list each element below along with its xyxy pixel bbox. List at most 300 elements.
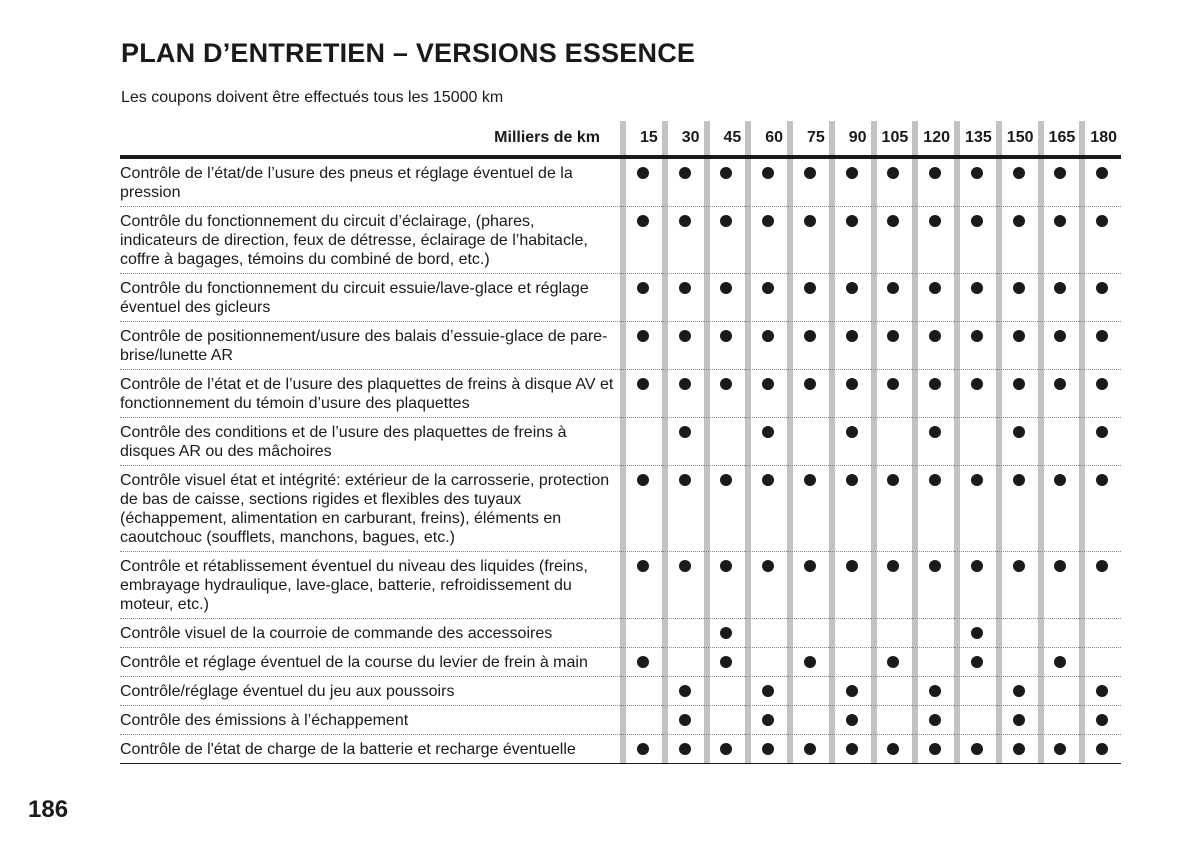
interval-cell bbox=[662, 706, 704, 735]
bullet-icon bbox=[971, 378, 983, 390]
bullet-icon bbox=[1054, 282, 1066, 294]
table-row bbox=[120, 466, 1121, 552]
interval-cell bbox=[662, 274, 704, 322]
bullet-icon bbox=[720, 282, 732, 294]
interval-cell bbox=[829, 207, 871, 274]
interval-cell bbox=[954, 677, 996, 706]
interval-cell bbox=[787, 619, 829, 648]
interval-cell bbox=[829, 648, 871, 677]
table-row bbox=[120, 274, 1121, 322]
bullet-icon bbox=[887, 656, 899, 668]
interval-cell bbox=[1079, 322, 1121, 370]
bullet-icon bbox=[762, 330, 774, 342]
interval-cell bbox=[662, 677, 704, 706]
interval-cell bbox=[745, 418, 787, 466]
interval-cell bbox=[829, 552, 871, 619]
interval-cell bbox=[1079, 648, 1121, 677]
bullet-icon bbox=[637, 167, 649, 179]
interval-cell bbox=[871, 648, 913, 677]
bullet-icon bbox=[971, 656, 983, 668]
bullet-icon bbox=[720, 215, 732, 227]
bullet-icon bbox=[887, 215, 899, 227]
interval-cell bbox=[1038, 552, 1080, 619]
interval-cell bbox=[954, 370, 996, 418]
bullet-icon bbox=[1013, 215, 1025, 227]
table-row bbox=[120, 418, 1121, 466]
bullet-icon bbox=[637, 560, 649, 572]
table-row bbox=[120, 370, 1121, 418]
table-row bbox=[120, 735, 1121, 764]
bullet-icon bbox=[804, 656, 816, 668]
km-column-header: 30 bbox=[662, 121, 704, 159]
bullet-icon bbox=[804, 474, 816, 486]
interval-cell bbox=[871, 418, 913, 466]
km-column-header: 165 bbox=[1038, 121, 1080, 159]
km-column-header: 90 bbox=[829, 121, 871, 159]
interval-cell bbox=[704, 159, 746, 207]
interval-cell bbox=[871, 735, 913, 764]
interval-cell bbox=[829, 677, 871, 706]
task-label: Contrôle de l’état et de l’usure des plaquettes de freins à disque AV et fonctionnement du témoin d’usure des plaquettes bbox=[120, 370, 620, 418]
interval-cell bbox=[954, 207, 996, 274]
interval-cell bbox=[912, 418, 954, 466]
interval-cell bbox=[954, 706, 996, 735]
interval-cell bbox=[704, 207, 746, 274]
interval-cell bbox=[704, 735, 746, 764]
interval-cell bbox=[996, 466, 1038, 552]
interval-cell bbox=[662, 159, 704, 207]
bullet-icon bbox=[887, 330, 899, 342]
bullet-icon bbox=[637, 743, 649, 755]
bullet-icon bbox=[762, 743, 774, 755]
bullet-icon bbox=[804, 167, 816, 179]
bullet-icon bbox=[637, 656, 649, 668]
bullet-icon bbox=[1096, 743, 1108, 755]
bullet-icon bbox=[929, 743, 941, 755]
bullet-icon bbox=[637, 215, 649, 227]
interval-cell bbox=[912, 552, 954, 619]
bullet-icon bbox=[1096, 215, 1108, 227]
interval-cell bbox=[745, 466, 787, 552]
interval-cell bbox=[996, 735, 1038, 764]
km-column-header: 60 bbox=[745, 121, 787, 159]
interval-cell bbox=[954, 466, 996, 552]
interval-cell bbox=[829, 159, 871, 207]
bullet-icon bbox=[971, 167, 983, 179]
bullet-icon bbox=[971, 330, 983, 342]
interval-cell bbox=[1079, 274, 1121, 322]
interval-cell bbox=[1038, 648, 1080, 677]
bullet-icon bbox=[637, 378, 649, 390]
bullet-icon bbox=[887, 282, 899, 294]
interval-cell bbox=[871, 552, 913, 619]
interval-cell bbox=[996, 207, 1038, 274]
interval-cell bbox=[1079, 552, 1121, 619]
interval-cell bbox=[787, 207, 829, 274]
interval-cell bbox=[787, 159, 829, 207]
interval-cell bbox=[829, 418, 871, 466]
interval-cell bbox=[871, 207, 913, 274]
bullet-icon bbox=[762, 167, 774, 179]
interval-cell bbox=[871, 322, 913, 370]
bullet-icon bbox=[720, 627, 732, 639]
interval-cell bbox=[871, 466, 913, 552]
interval-cell bbox=[704, 706, 746, 735]
interval-cell bbox=[662, 418, 704, 466]
bullet-icon bbox=[929, 560, 941, 572]
table-row bbox=[120, 619, 1121, 648]
interval-cell bbox=[662, 207, 704, 274]
interval-cell bbox=[829, 735, 871, 764]
task-label: Contrôle et réglage éventuel de la course du levier de frein à main bbox=[120, 648, 620, 677]
interval-cell bbox=[1038, 466, 1080, 552]
bullet-icon bbox=[720, 378, 732, 390]
bullet-icon bbox=[637, 330, 649, 342]
bullet-icon bbox=[887, 474, 899, 486]
bullet-icon bbox=[762, 282, 774, 294]
bullet-icon bbox=[1096, 167, 1108, 179]
interval-cell bbox=[1079, 418, 1121, 466]
interval-cell bbox=[662, 619, 704, 648]
interval-cell bbox=[954, 322, 996, 370]
bullet-icon bbox=[1096, 378, 1108, 390]
interval-cell bbox=[787, 735, 829, 764]
interval-cell bbox=[620, 735, 662, 764]
interval-cell bbox=[1079, 735, 1121, 764]
schedule-subtitle: Les coupons doivent être effectués tous les 15000 km bbox=[121, 89, 504, 106]
interval-cell bbox=[1079, 466, 1121, 552]
interval-cell bbox=[704, 322, 746, 370]
interval-cell bbox=[704, 370, 746, 418]
interval-cell bbox=[954, 735, 996, 764]
bullet-icon bbox=[971, 743, 983, 755]
bullet-icon bbox=[804, 330, 816, 342]
interval-cell bbox=[787, 418, 829, 466]
interval-cell bbox=[1079, 677, 1121, 706]
interval-cell bbox=[954, 274, 996, 322]
task-label: Contrôle visuel de la courroie de commande des accessoires bbox=[120, 619, 620, 648]
bullet-icon bbox=[720, 656, 732, 668]
interval-cell bbox=[745, 552, 787, 619]
bullet-icon bbox=[929, 426, 941, 438]
interval-cell bbox=[871, 159, 913, 207]
bullet-icon bbox=[929, 167, 941, 179]
interval-cell bbox=[662, 552, 704, 619]
bullet-icon bbox=[846, 685, 858, 697]
interval-cell bbox=[620, 619, 662, 648]
interval-cell bbox=[787, 274, 829, 322]
interval-cell bbox=[745, 322, 787, 370]
interval-cell bbox=[871, 274, 913, 322]
interval-cell bbox=[745, 619, 787, 648]
bullet-icon bbox=[679, 167, 691, 179]
task-label: Contrôle du fonctionnement du circuit d’éclairage, (phares, indicateurs de direction, feux de détresse, éclairage de l’habitacle, coffre à bagages, témoins du combiné de bord, etc.) bbox=[120, 207, 620, 274]
interval-cell bbox=[787, 677, 829, 706]
bullet-icon bbox=[1096, 474, 1108, 486]
bullet-icon bbox=[679, 714, 691, 726]
bullet-icon bbox=[1054, 656, 1066, 668]
interval-cell bbox=[829, 322, 871, 370]
interval-cell bbox=[996, 370, 1038, 418]
bullet-icon bbox=[887, 378, 899, 390]
interval-cell bbox=[620, 207, 662, 274]
bullet-icon bbox=[762, 714, 774, 726]
bullet-icon bbox=[887, 560, 899, 572]
table-row bbox=[120, 159, 1121, 207]
bullet-icon bbox=[679, 215, 691, 227]
bullet-icon bbox=[929, 474, 941, 486]
bullet-icon bbox=[804, 378, 816, 390]
interval-cell bbox=[620, 370, 662, 418]
bullet-icon bbox=[929, 714, 941, 726]
table-row bbox=[120, 322, 1121, 370]
interval-cell bbox=[787, 552, 829, 619]
bullet-icon bbox=[1054, 474, 1066, 486]
interval-cell bbox=[1038, 677, 1080, 706]
interval-cell bbox=[1079, 370, 1121, 418]
interval-cell bbox=[996, 274, 1038, 322]
interval-cell bbox=[704, 677, 746, 706]
bullet-icon bbox=[887, 167, 899, 179]
task-label: Contrôle/réglage éventuel du jeu aux poussoirs bbox=[120, 677, 620, 706]
bullet-icon bbox=[804, 215, 816, 227]
bullet-icon bbox=[1054, 560, 1066, 572]
km-column-header: 15 bbox=[620, 121, 662, 159]
interval-cell bbox=[745, 706, 787, 735]
bullet-icon bbox=[1096, 330, 1108, 342]
bullet-icon bbox=[971, 560, 983, 572]
bullet-icon bbox=[1013, 474, 1025, 486]
bullet-icon bbox=[1096, 426, 1108, 438]
bullet-icon bbox=[720, 474, 732, 486]
bullet-icon bbox=[804, 743, 816, 755]
interval-cell bbox=[620, 418, 662, 466]
bullet-icon bbox=[762, 378, 774, 390]
bullet-icon bbox=[846, 426, 858, 438]
bullet-icon bbox=[720, 743, 732, 755]
table-row bbox=[120, 706, 1121, 735]
km-column-header: 105 bbox=[871, 121, 913, 159]
interval-cell bbox=[829, 619, 871, 648]
interval-cell bbox=[704, 648, 746, 677]
interval-cell bbox=[996, 159, 1038, 207]
bullet-icon bbox=[846, 560, 858, 572]
task-label: Contrôle visuel état et intégrité: extérieur de la carrosserie, protection de bas de caisse, sections rigides et flexibles des tuyaux (échappement, alimentation en carburant, freins), éléments en caoutchouc (soufflets, manchons, bagues, etc.) bbox=[120, 466, 620, 552]
interval-cell bbox=[787, 706, 829, 735]
interval-cell bbox=[954, 648, 996, 677]
interval-cell bbox=[620, 466, 662, 552]
interval-cell bbox=[912, 159, 954, 207]
interval-cell bbox=[662, 370, 704, 418]
interval-cell bbox=[1038, 735, 1080, 764]
bullet-icon bbox=[1013, 282, 1025, 294]
interval-cell bbox=[871, 370, 913, 418]
task-label: Contrôle du fonctionnement du circuit essuie/lave-glace et réglage éventuel des gicleurs bbox=[120, 274, 620, 322]
bullet-icon bbox=[637, 282, 649, 294]
bullet-icon bbox=[929, 215, 941, 227]
interval-cell bbox=[704, 418, 746, 466]
interval-cell bbox=[620, 274, 662, 322]
interval-cell bbox=[787, 322, 829, 370]
bullet-icon bbox=[929, 685, 941, 697]
bullet-icon bbox=[846, 330, 858, 342]
bullet-icon bbox=[1054, 378, 1066, 390]
interval-cell bbox=[996, 552, 1038, 619]
table-row bbox=[120, 207, 1121, 274]
bullet-icon bbox=[1013, 560, 1025, 572]
bullet-icon bbox=[679, 282, 691, 294]
km-column-header: 180 bbox=[1079, 121, 1121, 159]
bullet-icon bbox=[1054, 743, 1066, 755]
interval-cell bbox=[745, 370, 787, 418]
interval-cell bbox=[829, 274, 871, 322]
interval-cell bbox=[620, 648, 662, 677]
table-row bbox=[120, 648, 1121, 677]
interval-cell bbox=[996, 418, 1038, 466]
table-body bbox=[120, 159, 1121, 764]
bullet-icon bbox=[846, 215, 858, 227]
bullet-icon bbox=[929, 378, 941, 390]
bullet-icon bbox=[1054, 167, 1066, 179]
task-label: Contrôle et rétablissement éventuel du niveau des liquides (freins, embrayage hydraulique, lave-glace, batterie, refroidissement du moteur, etc.) bbox=[120, 552, 620, 619]
interval-cell bbox=[829, 706, 871, 735]
interval-cell bbox=[704, 619, 746, 648]
interval-cell bbox=[620, 706, 662, 735]
interval-cell bbox=[745, 207, 787, 274]
interval-cell bbox=[954, 159, 996, 207]
interval-cell bbox=[704, 552, 746, 619]
task-label: Contrôle de l'état de charge de la batterie et recharge éventuelle bbox=[120, 735, 620, 764]
bullet-icon bbox=[846, 167, 858, 179]
bullet-icon bbox=[804, 282, 816, 294]
interval-cell bbox=[954, 619, 996, 648]
bullet-icon bbox=[762, 426, 774, 438]
interval-cell bbox=[829, 466, 871, 552]
km-column-header: 120 bbox=[912, 121, 954, 159]
bullet-icon bbox=[846, 743, 858, 755]
bullet-icon bbox=[1096, 560, 1108, 572]
interval-cell bbox=[1079, 207, 1121, 274]
interval-cell bbox=[745, 677, 787, 706]
bullet-icon bbox=[1013, 426, 1025, 438]
interval-cell bbox=[1038, 274, 1080, 322]
bullet-icon bbox=[679, 560, 691, 572]
interval-cell bbox=[620, 159, 662, 207]
bullet-icon bbox=[1013, 378, 1025, 390]
bullet-icon bbox=[1096, 282, 1108, 294]
interval-cell bbox=[912, 677, 954, 706]
table-header-row bbox=[120, 121, 1121, 159]
interval-cell bbox=[1079, 159, 1121, 207]
bullet-icon bbox=[1096, 714, 1108, 726]
table-row bbox=[120, 552, 1121, 619]
interval-cell bbox=[954, 418, 996, 466]
interval-cell bbox=[662, 735, 704, 764]
km-column-header: 75 bbox=[787, 121, 829, 159]
bullet-icon bbox=[846, 282, 858, 294]
interval-cell bbox=[745, 735, 787, 764]
interval-cell bbox=[1038, 207, 1080, 274]
bullet-icon bbox=[1096, 685, 1108, 697]
bullet-icon bbox=[971, 282, 983, 294]
bullet-icon bbox=[762, 474, 774, 486]
interval-cell bbox=[662, 322, 704, 370]
bullet-icon bbox=[846, 714, 858, 726]
interval-cell bbox=[745, 274, 787, 322]
interval-cell bbox=[871, 619, 913, 648]
bullet-icon bbox=[679, 685, 691, 697]
bullet-icon bbox=[1054, 215, 1066, 227]
bullet-icon bbox=[971, 474, 983, 486]
bullet-icon bbox=[679, 426, 691, 438]
interval-cell bbox=[996, 648, 1038, 677]
interval-cell bbox=[912, 370, 954, 418]
interval-cell bbox=[996, 677, 1038, 706]
interval-cell bbox=[912, 706, 954, 735]
maintenance-schedule-table bbox=[120, 121, 1121, 764]
bullet-icon bbox=[1013, 330, 1025, 342]
bullet-icon bbox=[1013, 167, 1025, 179]
interval-cell bbox=[1079, 619, 1121, 648]
interval-cell bbox=[871, 706, 913, 735]
bullet-icon bbox=[679, 378, 691, 390]
interval-cell bbox=[996, 619, 1038, 648]
interval-cell bbox=[912, 207, 954, 274]
interval-cell bbox=[912, 735, 954, 764]
task-label: Contrôle des émissions à l’échappement bbox=[120, 706, 620, 735]
task-label: Contrôle de positionnement/usure des balais d’essuie-glace de pare-brise/lunette AR bbox=[120, 322, 620, 370]
interval-cell bbox=[996, 706, 1038, 735]
bullet-icon bbox=[971, 215, 983, 227]
interval-cell bbox=[1038, 159, 1080, 207]
interval-cell bbox=[1038, 370, 1080, 418]
bullet-icon bbox=[762, 685, 774, 697]
interval-cell bbox=[1038, 322, 1080, 370]
interval-cell bbox=[787, 466, 829, 552]
interval-cell bbox=[620, 322, 662, 370]
bullet-icon bbox=[720, 560, 732, 572]
km-column-header: 45 bbox=[704, 121, 746, 159]
page-number: 186 bbox=[28, 796, 69, 823]
bullet-icon bbox=[971, 627, 983, 639]
bullet-icon bbox=[1013, 714, 1025, 726]
interval-cell bbox=[1038, 619, 1080, 648]
km-header-label: Milliers de km bbox=[120, 121, 620, 159]
interval-cell bbox=[1038, 418, 1080, 466]
interval-cell bbox=[787, 648, 829, 677]
bullet-icon bbox=[846, 474, 858, 486]
interval-cell bbox=[745, 648, 787, 677]
interval-cell bbox=[912, 648, 954, 677]
interval-cell bbox=[704, 274, 746, 322]
bullet-icon bbox=[1013, 685, 1025, 697]
interval-cell bbox=[954, 552, 996, 619]
bullet-icon bbox=[720, 330, 732, 342]
interval-cell bbox=[912, 274, 954, 322]
bullet-icon bbox=[1054, 330, 1066, 342]
interval-cell bbox=[829, 370, 871, 418]
interval-cell bbox=[1079, 706, 1121, 735]
bullet-icon bbox=[679, 743, 691, 755]
km-column-header: 150 bbox=[996, 121, 1038, 159]
km-column-header: 135 bbox=[954, 121, 996, 159]
bullet-icon bbox=[929, 282, 941, 294]
interval-cell bbox=[745, 159, 787, 207]
bullet-icon bbox=[637, 474, 649, 486]
interval-cell bbox=[704, 466, 746, 552]
bullet-icon bbox=[762, 560, 774, 572]
table-row bbox=[120, 677, 1121, 706]
